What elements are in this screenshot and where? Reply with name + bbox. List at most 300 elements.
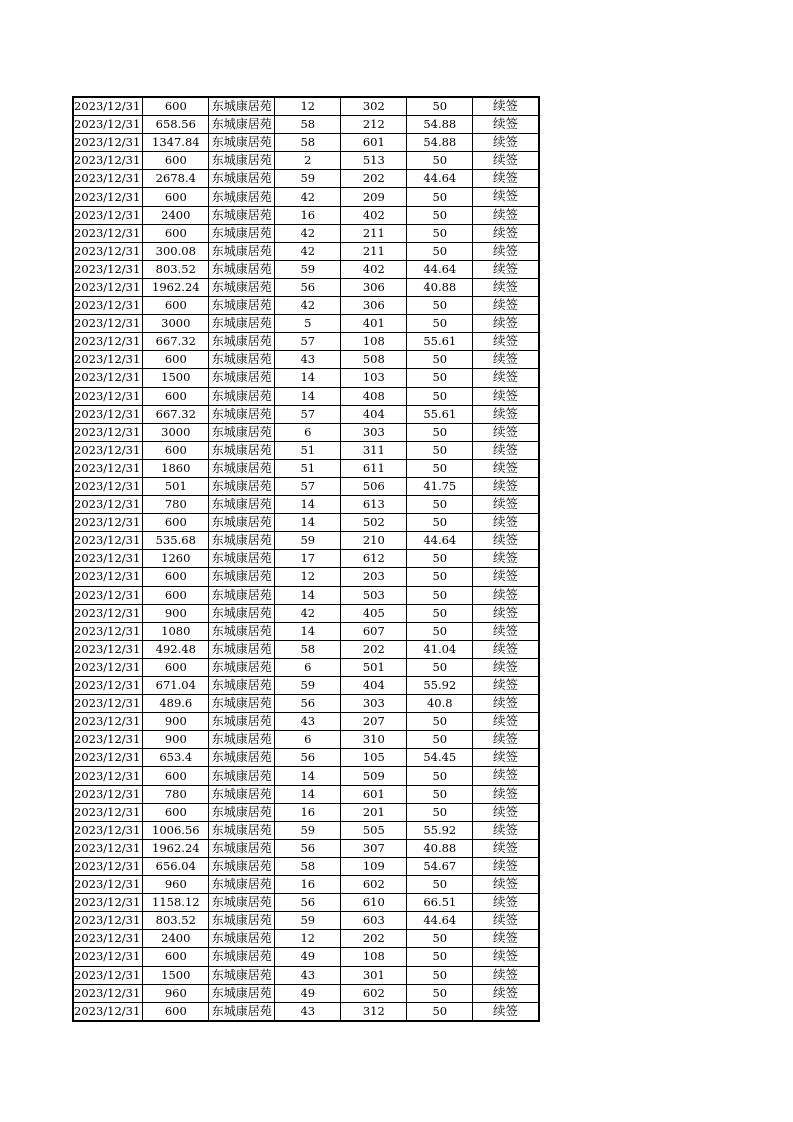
area-cell: 50 (407, 152, 473, 170)
table-row (73, 297, 539, 315)
area-cell: 55.61 (407, 333, 473, 351)
date-cell: 2023/12/31 (73, 459, 143, 477)
community-cell: 东城康居苑 (209, 568, 275, 586)
room-cell: 607 (341, 622, 407, 640)
community-cell: 东城康居苑 (209, 152, 275, 170)
room-cell: 501 (341, 658, 407, 676)
amount-cell: 1500 (143, 966, 209, 984)
amount-cell: 600 (143, 658, 209, 676)
room-cell: 613 (341, 496, 407, 514)
community-cell: 东城康居苑 (209, 405, 275, 423)
amount-cell: 653.4 (143, 749, 209, 767)
area-cell: 50 (407, 224, 473, 242)
amount-cell: 960 (143, 984, 209, 1002)
room-cell: 601 (341, 134, 407, 152)
room-cell: 108 (341, 948, 407, 966)
date-cell: 2023/12/31 (73, 622, 143, 640)
community-cell: 东城康居苑 (209, 496, 275, 514)
table-row (73, 496, 539, 514)
amount-cell: 803.52 (143, 260, 209, 278)
amount-cell: 1158.12 (143, 894, 209, 912)
status-cell: 续签 (473, 496, 539, 514)
amount-cell: 300.08 (143, 242, 209, 260)
status-cell: 续签 (473, 477, 539, 495)
community-cell: 东城康居苑 (209, 224, 275, 242)
community-cell: 东城康居苑 (209, 966, 275, 984)
amount-cell: 1962.24 (143, 839, 209, 857)
table-row (73, 713, 539, 731)
date-cell: 2023/12/31 (73, 315, 143, 333)
building-cell: 6 (275, 658, 341, 676)
area-cell: 50 (407, 423, 473, 441)
date-cell: 2023/12/31 (73, 586, 143, 604)
room-cell: 509 (341, 767, 407, 785)
community-cell: 东城康居苑 (209, 731, 275, 749)
area-cell: 50 (407, 586, 473, 604)
status-cell: 续签 (473, 731, 539, 749)
status-cell: 续签 (473, 351, 539, 369)
community-cell: 东城康居苑 (209, 278, 275, 296)
community-cell: 东城康居苑 (209, 912, 275, 930)
date-cell: 2023/12/31 (73, 333, 143, 351)
area-cell: 50 (407, 514, 473, 532)
status-cell: 续签 (473, 966, 539, 984)
amount-cell: 600 (143, 586, 209, 604)
table-body (73, 97, 539, 1021)
building-cell: 49 (275, 948, 341, 966)
date-cell: 2023/12/31 (73, 224, 143, 242)
table-row (73, 351, 539, 369)
amount-cell: 501 (143, 477, 209, 495)
date-cell: 2023/12/31 (73, 948, 143, 966)
table-row (73, 315, 539, 333)
building-cell: 14 (275, 785, 341, 803)
table-row (73, 459, 539, 477)
room-cell: 611 (341, 459, 407, 477)
status-cell: 续签 (473, 405, 539, 423)
room-cell: 108 (341, 333, 407, 351)
status-cell: 续签 (473, 297, 539, 315)
date-cell: 2023/12/31 (73, 658, 143, 676)
status-cell: 续签 (473, 984, 539, 1002)
building-cell: 43 (275, 966, 341, 984)
table-row (73, 116, 539, 134)
status-cell: 续签 (473, 930, 539, 948)
building-cell: 58 (275, 116, 341, 134)
table-row (73, 134, 539, 152)
room-cell: 103 (341, 369, 407, 387)
building-cell: 59 (275, 677, 341, 695)
date-cell: 2023/12/31 (73, 713, 143, 731)
room-cell: 404 (341, 677, 407, 695)
room-cell: 603 (341, 912, 407, 930)
community-cell: 东城康居苑 (209, 423, 275, 441)
date-cell: 2023/12/31 (73, 839, 143, 857)
status-cell: 续签 (473, 315, 539, 333)
date-cell: 2023/12/31 (73, 297, 143, 315)
community-cell: 东城康居苑 (209, 134, 275, 152)
building-cell: 57 (275, 333, 341, 351)
status-cell: 续签 (473, 333, 539, 351)
amount-cell: 600 (143, 224, 209, 242)
amount-cell: 600 (143, 1002, 209, 1021)
community-cell: 东城康居苑 (209, 767, 275, 785)
community-cell: 东城康居苑 (209, 369, 275, 387)
date-cell: 2023/12/31 (73, 387, 143, 405)
building-cell: 58 (275, 640, 341, 658)
table-row (73, 948, 539, 966)
community-cell: 东城康居苑 (209, 984, 275, 1002)
room-cell: 209 (341, 188, 407, 206)
date-cell: 2023/12/31 (73, 514, 143, 532)
area-cell: 50 (407, 315, 473, 333)
table-row (73, 369, 539, 387)
room-cell: 201 (341, 803, 407, 821)
room-cell: 506 (341, 477, 407, 495)
date-cell: 2023/12/31 (73, 966, 143, 984)
amount-cell: 2400 (143, 206, 209, 224)
date-cell: 2023/12/31 (73, 568, 143, 586)
building-cell: 59 (275, 532, 341, 550)
status-cell: 续签 (473, 821, 539, 839)
amount-cell: 803.52 (143, 912, 209, 930)
building-cell: 16 (275, 206, 341, 224)
status-cell: 续签 (473, 894, 539, 912)
date-cell: 2023/12/31 (73, 1002, 143, 1021)
status-cell: 续签 (473, 206, 539, 224)
room-cell: 207 (341, 713, 407, 731)
amount-cell: 658.56 (143, 116, 209, 134)
community-cell: 东城康居苑 (209, 713, 275, 731)
area-cell: 55.92 (407, 677, 473, 695)
table-row (73, 803, 539, 821)
building-cell: 12 (275, 97, 341, 116)
building-cell: 59 (275, 912, 341, 930)
status-cell: 续签 (473, 278, 539, 296)
table-row (73, 785, 539, 803)
community-cell: 东城康居苑 (209, 116, 275, 134)
community-cell: 东城康居苑 (209, 640, 275, 658)
status-cell: 续签 (473, 749, 539, 767)
date-cell: 2023/12/31 (73, 731, 143, 749)
status-cell: 续签 (473, 677, 539, 695)
community-cell: 东城康居苑 (209, 857, 275, 875)
building-cell: 56 (275, 695, 341, 713)
area-cell: 55.92 (407, 821, 473, 839)
area-cell: 50 (407, 387, 473, 405)
room-cell: 203 (341, 568, 407, 586)
community-cell: 东城康居苑 (209, 839, 275, 857)
community-cell: 东城康居苑 (209, 894, 275, 912)
amount-cell: 600 (143, 297, 209, 315)
building-cell: 56 (275, 278, 341, 296)
building-cell: 17 (275, 550, 341, 568)
date-cell: 2023/12/31 (73, 821, 143, 839)
status-cell: 续签 (473, 948, 539, 966)
table-row (73, 423, 539, 441)
amount-cell: 780 (143, 496, 209, 514)
community-cell: 东城康居苑 (209, 514, 275, 532)
area-cell: 50 (407, 966, 473, 984)
date-cell: 2023/12/31 (73, 116, 143, 134)
area-cell: 50 (407, 568, 473, 586)
community-cell: 东城康居苑 (209, 333, 275, 351)
amount-cell: 1260 (143, 550, 209, 568)
building-cell: 59 (275, 260, 341, 278)
area-cell: 41.04 (407, 640, 473, 658)
area-cell: 50 (407, 658, 473, 676)
community-cell: 东城康居苑 (209, 677, 275, 695)
amount-cell: 600 (143, 767, 209, 785)
community-cell: 东城康居苑 (209, 658, 275, 676)
date-cell: 2023/12/31 (73, 242, 143, 260)
community-cell: 东城康居苑 (209, 622, 275, 640)
building-cell: 14 (275, 622, 341, 640)
room-cell: 301 (341, 966, 407, 984)
table-row (73, 550, 539, 568)
amount-cell: 600 (143, 188, 209, 206)
table-row (73, 966, 539, 984)
date-cell: 2023/12/31 (73, 369, 143, 387)
amount-cell: 489.6 (143, 695, 209, 713)
area-cell: 50 (407, 785, 473, 803)
building-cell: 49 (275, 984, 341, 1002)
date-cell: 2023/12/31 (73, 423, 143, 441)
date-cell: 2023/12/31 (73, 785, 143, 803)
community-cell: 东城康居苑 (209, 97, 275, 116)
date-cell: 2023/12/31 (73, 532, 143, 550)
room-cell: 211 (341, 224, 407, 242)
room-cell: 508 (341, 351, 407, 369)
table-row (73, 930, 539, 948)
date-cell: 2023/12/31 (73, 803, 143, 821)
building-cell: 6 (275, 423, 341, 441)
table-row (73, 514, 539, 532)
room-cell: 302 (341, 97, 407, 116)
room-cell: 303 (341, 423, 407, 441)
area-cell: 41.75 (407, 477, 473, 495)
date-cell: 2023/12/31 (73, 188, 143, 206)
area-cell: 54.88 (407, 134, 473, 152)
amount-cell: 3000 (143, 315, 209, 333)
status-cell: 续签 (473, 459, 539, 477)
building-cell: 16 (275, 803, 341, 821)
amount-cell: 671.04 (143, 677, 209, 695)
area-cell: 50 (407, 803, 473, 821)
date-cell: 2023/12/31 (73, 984, 143, 1002)
table-row (73, 586, 539, 604)
building-cell: 56 (275, 839, 341, 857)
table-row (73, 224, 539, 242)
status-cell: 续签 (473, 260, 539, 278)
room-cell: 310 (341, 731, 407, 749)
date-cell: 2023/12/31 (73, 496, 143, 514)
room-cell: 211 (341, 242, 407, 260)
area-cell: 50 (407, 351, 473, 369)
amount-cell: 656.04 (143, 857, 209, 875)
table-row (73, 622, 539, 640)
table-row (73, 278, 539, 296)
room-cell: 402 (341, 206, 407, 224)
room-cell: 202 (341, 930, 407, 948)
room-cell: 505 (341, 821, 407, 839)
status-cell: 续签 (473, 152, 539, 170)
building-cell: 42 (275, 297, 341, 315)
community-cell: 东城康居苑 (209, 477, 275, 495)
date-cell: 2023/12/31 (73, 170, 143, 188)
date-cell: 2023/12/31 (73, 930, 143, 948)
room-cell: 602 (341, 876, 407, 894)
table-row (73, 677, 539, 695)
room-cell: 404 (341, 405, 407, 423)
community-cell: 东城康居苑 (209, 441, 275, 459)
building-cell: 51 (275, 459, 341, 477)
status-cell: 续签 (473, 97, 539, 116)
table-row (73, 242, 539, 260)
community-cell: 东城康居苑 (209, 821, 275, 839)
table-row (73, 97, 539, 116)
building-cell: 6 (275, 731, 341, 749)
status-cell: 续签 (473, 387, 539, 405)
date-cell: 2023/12/31 (73, 604, 143, 622)
building-cell: 58 (275, 857, 341, 875)
area-cell: 50 (407, 731, 473, 749)
area-cell: 50 (407, 604, 473, 622)
community-cell: 东城康居苑 (209, 785, 275, 803)
table-row (73, 731, 539, 749)
room-cell: 105 (341, 749, 407, 767)
building-cell: 58 (275, 134, 341, 152)
area-cell: 44.64 (407, 260, 473, 278)
date-cell: 2023/12/31 (73, 152, 143, 170)
area-cell: 54.45 (407, 749, 473, 767)
status-cell: 续签 (473, 912, 539, 930)
building-cell: 14 (275, 767, 341, 785)
community-cell: 东城康居苑 (209, 315, 275, 333)
area-cell: 50 (407, 930, 473, 948)
room-cell: 307 (341, 839, 407, 857)
table-row (73, 767, 539, 785)
area-cell: 40.88 (407, 278, 473, 296)
table-row (73, 206, 539, 224)
amount-cell: 1962.24 (143, 278, 209, 296)
area-cell: 50 (407, 297, 473, 315)
table-row (73, 188, 539, 206)
community-cell: 东城康居苑 (209, 260, 275, 278)
area-cell: 44.64 (407, 170, 473, 188)
room-cell: 202 (341, 170, 407, 188)
building-cell: 14 (275, 369, 341, 387)
community-cell: 东城康居苑 (209, 749, 275, 767)
community-cell: 东城康居苑 (209, 604, 275, 622)
area-cell: 50 (407, 441, 473, 459)
table-row (73, 477, 539, 495)
table-row (73, 876, 539, 894)
room-cell: 408 (341, 387, 407, 405)
table-row (73, 260, 539, 278)
area-cell: 50 (407, 459, 473, 477)
table-row (73, 532, 539, 550)
room-cell: 612 (341, 550, 407, 568)
status-cell: 续签 (473, 622, 539, 640)
building-cell: 56 (275, 749, 341, 767)
area-cell: 44.64 (407, 532, 473, 550)
area-cell: 50 (407, 97, 473, 116)
building-cell: 14 (275, 387, 341, 405)
area-cell: 50 (407, 948, 473, 966)
status-cell: 续签 (473, 839, 539, 857)
building-cell: 2 (275, 152, 341, 170)
table-row (73, 387, 539, 405)
area-cell: 40.88 (407, 839, 473, 857)
room-cell: 312 (341, 1002, 407, 1021)
status-cell: 续签 (473, 441, 539, 459)
amount-cell: 667.32 (143, 405, 209, 423)
date-cell: 2023/12/31 (73, 206, 143, 224)
room-cell: 212 (341, 116, 407, 134)
amount-cell: 780 (143, 785, 209, 803)
date-cell: 2023/12/31 (73, 278, 143, 296)
amount-cell: 3000 (143, 423, 209, 441)
community-cell: 东城康居苑 (209, 876, 275, 894)
area-cell: 50 (407, 1002, 473, 1021)
room-cell: 109 (341, 857, 407, 875)
room-cell: 311 (341, 441, 407, 459)
date-cell: 2023/12/31 (73, 477, 143, 495)
table-row (73, 170, 539, 188)
date-cell: 2023/12/31 (73, 441, 143, 459)
building-cell: 5 (275, 315, 341, 333)
table-row (73, 857, 539, 875)
table-row (73, 1002, 539, 1021)
community-cell: 东城康居苑 (209, 948, 275, 966)
area-cell: 50 (407, 984, 473, 1002)
date-cell: 2023/12/31 (73, 894, 143, 912)
status-cell: 续签 (473, 695, 539, 713)
table-row (73, 568, 539, 586)
date-cell: 2023/12/31 (73, 876, 143, 894)
amount-cell: 900 (143, 713, 209, 731)
table-row (73, 640, 539, 658)
building-cell: 43 (275, 713, 341, 731)
community-cell: 东城康居苑 (209, 170, 275, 188)
area-cell: 44.64 (407, 912, 473, 930)
date-cell: 2023/12/31 (73, 260, 143, 278)
community-cell: 东城康居苑 (209, 803, 275, 821)
area-cell: 50 (407, 550, 473, 568)
amount-cell: 667.32 (143, 333, 209, 351)
room-cell: 602 (341, 984, 407, 1002)
status-cell: 续签 (473, 640, 539, 658)
status-cell: 续签 (473, 803, 539, 821)
area-cell: 66.51 (407, 894, 473, 912)
status-cell: 续签 (473, 604, 539, 622)
table-row (73, 821, 539, 839)
status-cell: 续签 (473, 369, 539, 387)
room-cell: 210 (341, 532, 407, 550)
status-cell: 续签 (473, 170, 539, 188)
room-cell: 402 (341, 260, 407, 278)
amount-cell: 600 (143, 387, 209, 405)
status-cell: 续签 (473, 785, 539, 803)
date-cell: 2023/12/31 (73, 912, 143, 930)
building-cell: 59 (275, 170, 341, 188)
area-cell: 50 (407, 713, 473, 731)
status-cell: 续签 (473, 857, 539, 875)
amount-cell: 600 (143, 948, 209, 966)
community-cell: 东城康居苑 (209, 586, 275, 604)
area-cell: 50 (407, 369, 473, 387)
